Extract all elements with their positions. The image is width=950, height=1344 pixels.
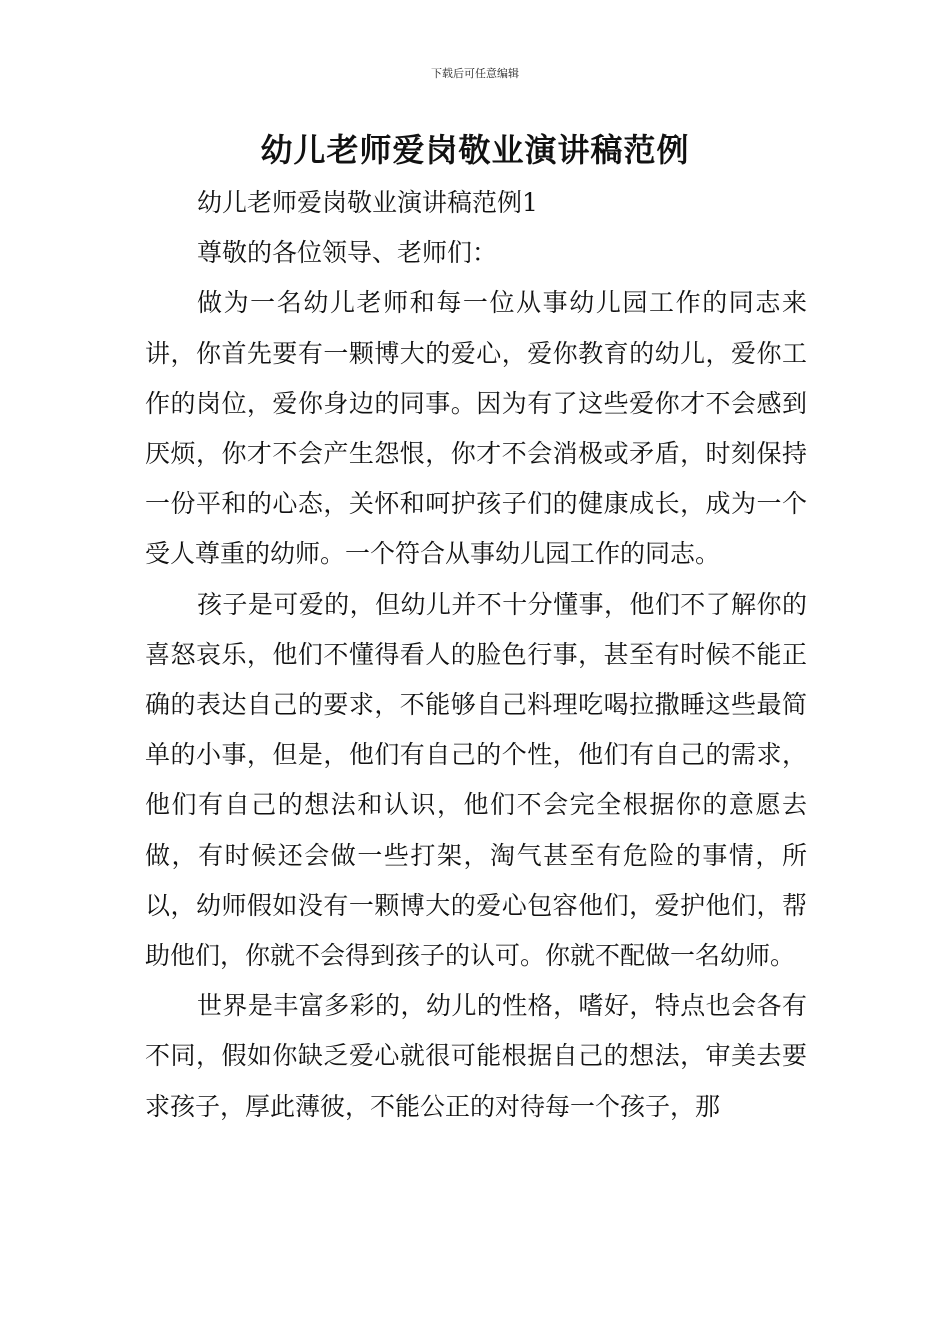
header-note: 下载后可任意编辑	[431, 67, 519, 80]
body-paragraph: 世界是丰富多彩的，幼儿的性格，嗜好，特点也会各有不同，假如你缺乏爱心就很可能根据自己的想法，审美去要求孩子，厚此薄彼，不能公正的对待每一个孩子，那	[145, 991, 807, 1121]
salutation-paragraph: 尊敬的各位领导、老师们：	[197, 238, 498, 268]
document-title: 幼儿老师爱岗敬业演讲稿范例	[260, 131, 690, 169]
subtitle-paragraph: 幼儿老师爱岗敬业演讲稿范例1	[197, 188, 538, 217]
document-body	[145, 178, 807, 1132]
body-paragraph: 做为一名幼儿老师和每一位从事幼儿园工作的同志来讲，你首先要有一颗博大的爱心，爱你教育的幼儿，爱你工作的岗位，爱你身边的同事。因为有了这些爱你才不会感到厌烦，你才不会产生怨恨，你才不会消极或矛盾，时刻保持一份平和的心态，关怀和呵护孩子们的健康成长，成为一个受人尊重的幼师。一个符合从事幼儿园工作的同志。	[145, 288, 807, 569]
body-paragraph: 孩子是可爱的，但幼儿并不十分懂事，他们不了解你的喜怒哀乐，他们不懂得看人的脸色行事，甚至有时候不能正确的表达自己的要求，不能够自己料理吃喝拉撒睡这些最简单的小事，但是，他们有自己的个性，他们有自己的需求，他们有自己的想法和认识，他们不会完全根据你的意愿去做，有时候还会做一些打架，淘气甚至有危险的事情，所以，幼师假如没有一颗博大的爱心包容他们，爱护他们，帮助他们，你就不会得到孩子的认可。你就不配做一名幼师。	[145, 589, 807, 971]
